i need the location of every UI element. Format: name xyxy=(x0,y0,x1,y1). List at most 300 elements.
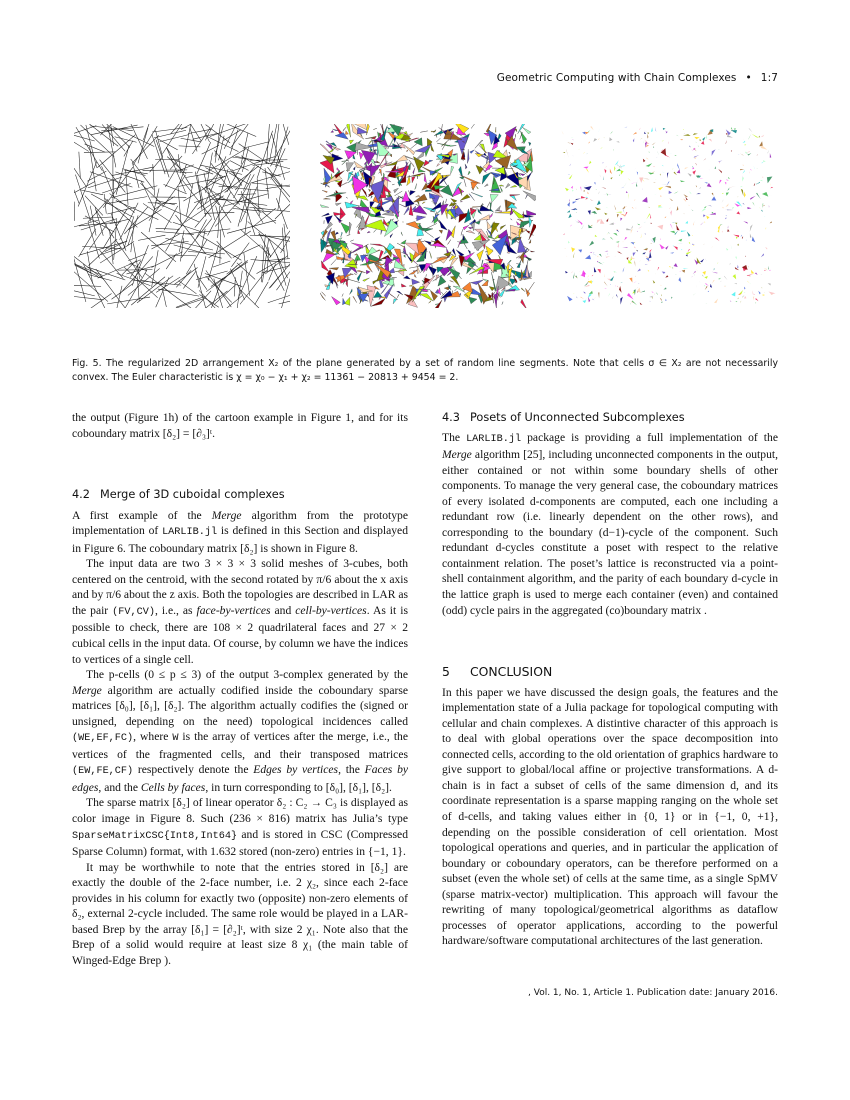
shrunk-cell xyxy=(692,276,693,277)
cell xyxy=(457,242,459,243)
line-segment xyxy=(143,203,171,222)
shrunk-cell xyxy=(569,199,570,202)
shrunk-cells-icon xyxy=(560,124,776,308)
cell xyxy=(464,179,466,187)
colored-cells-icon xyxy=(320,124,536,308)
cell xyxy=(348,247,362,255)
shrunk-cell xyxy=(718,229,720,232)
line-segment xyxy=(132,280,181,285)
shrunk-cell xyxy=(633,252,636,256)
shrunk-cell xyxy=(755,299,759,302)
shrunk-cell xyxy=(579,270,581,272)
shrunk-cell xyxy=(700,139,702,141)
cell xyxy=(494,293,497,308)
shrunk-cell xyxy=(683,214,684,215)
shrunk-cell xyxy=(687,231,691,236)
shrunk-cell xyxy=(751,134,759,138)
shrunk-cell xyxy=(743,221,748,224)
shrunk-cell xyxy=(706,216,709,220)
cell xyxy=(416,195,420,197)
shrunk-cell xyxy=(681,231,687,233)
cell xyxy=(495,211,513,213)
shrunk-cell xyxy=(583,167,588,169)
line-segment xyxy=(238,256,257,299)
shrunk-cell xyxy=(704,285,705,287)
shrunk-cell xyxy=(665,246,668,250)
cell xyxy=(320,292,326,300)
shrunk-cell xyxy=(579,149,581,150)
shrunk-cell xyxy=(617,165,619,166)
line-segment xyxy=(110,124,114,146)
line-segment xyxy=(269,238,288,278)
line-segment xyxy=(138,235,165,240)
cell xyxy=(420,131,428,133)
line-segment xyxy=(100,160,126,193)
shrunk-cell xyxy=(766,228,767,230)
shrunk-cell xyxy=(589,291,593,294)
line-segment xyxy=(279,300,290,304)
cell xyxy=(414,274,416,277)
cell xyxy=(368,140,372,144)
shrunk-cell xyxy=(762,205,765,207)
cell xyxy=(328,186,330,187)
cell xyxy=(464,243,467,249)
page-footer: , Vol. 1, No. 1, Article 1. Publication date: January 2016. xyxy=(528,988,778,998)
shrunk-cell xyxy=(756,193,760,199)
cell xyxy=(332,297,341,305)
shrunk-cell xyxy=(684,133,685,134)
shrunk-cell xyxy=(689,146,691,148)
shrunk-cell xyxy=(735,301,737,302)
intro-paragraph: the output (Figure 1h) of the cartoon example in Figure 1, and for its coboundary matrix [δ₂] = [∂₃]ᵗ. xyxy=(72,411,408,440)
shrunk-cell xyxy=(631,257,636,259)
shrunk-cell xyxy=(612,296,614,299)
shrunk-cell xyxy=(764,270,766,271)
shrunk-cell xyxy=(643,252,646,254)
shrunk-cell xyxy=(597,269,600,273)
paragraph-entries-note: It may be worthwhile to note that the entries stored in [δ₂] are exactly the double of the 2-face number, i.e. 2 χ₂, since each 2-face provides in his column for exactly two (opposite) non-zero elements of δ₂, external 2-cycle included. The same role would be played in a LAR-based Brep by the array [δ₁] = [∂₂]ᵗ, with size 2 χ₁. Note also that the Brep of a solid would require at least size 8 χ₁ (the main table of Winged-Edge Brep ). xyxy=(72,860,408,967)
shrunk-cell xyxy=(712,280,715,284)
shrunk-cell xyxy=(724,286,726,287)
line-segment xyxy=(276,127,288,167)
shrunk-cell xyxy=(616,141,620,142)
cell xyxy=(462,282,472,292)
shrunk-cell xyxy=(669,198,673,201)
shrunk-cell xyxy=(620,213,626,216)
shrunk-cell xyxy=(581,185,587,187)
shrunk-cell xyxy=(742,177,744,181)
line-segment xyxy=(268,292,290,302)
shrunk-cell xyxy=(741,235,743,237)
shrunk-cell xyxy=(737,265,738,269)
shrunk-cell xyxy=(688,205,690,206)
line-segment xyxy=(206,153,213,193)
shrunk-cell xyxy=(617,286,618,287)
cell xyxy=(488,236,495,239)
shrunk-cell xyxy=(613,233,617,236)
shrunk-cell xyxy=(744,296,746,299)
shrunk-cell xyxy=(621,170,624,174)
shrunk-cell xyxy=(643,248,648,250)
cell xyxy=(459,166,463,178)
cell xyxy=(461,149,465,150)
shrunk-cell xyxy=(722,193,724,194)
shrunk-cell xyxy=(620,297,623,305)
shrunk-cell xyxy=(750,233,752,237)
line-segment xyxy=(269,124,278,162)
cell xyxy=(416,204,419,205)
shrunk-cell xyxy=(637,231,638,232)
shrunk-cell xyxy=(569,174,573,179)
shrunk-cell xyxy=(639,177,643,183)
line-segment xyxy=(262,266,290,273)
shrunk-cell xyxy=(768,150,769,154)
shrunk-cell xyxy=(598,262,603,264)
cell xyxy=(499,185,504,186)
cell xyxy=(515,129,517,132)
shrunk-cell xyxy=(563,152,566,153)
cell xyxy=(321,261,329,272)
cell xyxy=(460,175,481,184)
shrunk-cell xyxy=(632,296,633,297)
header-bullet: • xyxy=(745,72,752,84)
shrunk-cell xyxy=(750,224,753,231)
cell xyxy=(394,188,399,193)
shrunk-cell xyxy=(705,286,708,290)
shrunk-cell xyxy=(747,153,751,155)
line-segment xyxy=(243,142,268,148)
shrunk-cell xyxy=(699,281,701,283)
cell xyxy=(430,243,446,248)
cell xyxy=(479,215,490,221)
shrunk-cell xyxy=(631,242,634,245)
paragraph-posets: The LARLIB.jl package is providing a full implementation of the Merge algorithm [25], including unconnected components in the output, either contained or not within some boundary shells of other components. To manage the very general case, the coboundary matrices of every isolated d-components are computed, each one including a redundant row (i.e. linearly dependent on the other rows), and corresponding to the boundary (d−1)-cycle of the component. Such redundant d-cycles constitute a poset with respect to the relative containment relation. The poset’s lattice is reconstructed via a point-shell containment algorithm, and the parity of each boundary d-cycle in the lattice graph is used to merge each container (even) and contained (odd) cycle pairs in the aggregated (co)boundary matrix . xyxy=(442,430,778,617)
cell xyxy=(530,251,534,252)
shrunk-cell xyxy=(593,299,595,301)
shrunk-cell xyxy=(642,179,650,180)
cell xyxy=(517,219,523,222)
cell xyxy=(353,297,357,303)
shrunk-cell xyxy=(598,191,600,194)
shrunk-cell xyxy=(568,241,570,244)
shrunk-cell xyxy=(763,160,766,162)
line-segment xyxy=(74,259,98,276)
shrunk-cell xyxy=(670,231,675,233)
cell xyxy=(518,124,528,134)
shrunk-cell xyxy=(661,148,667,155)
cell xyxy=(441,292,443,295)
shrunk-cell xyxy=(606,207,609,208)
page-number: 1:7 xyxy=(760,72,778,84)
shrunk-cell xyxy=(593,298,596,299)
shrunk-cell xyxy=(568,214,571,219)
shrunk-cell xyxy=(693,245,695,246)
cell xyxy=(469,297,478,304)
shrunk-cell xyxy=(608,294,610,297)
shrunk-cell xyxy=(701,141,705,145)
shrunk-cell xyxy=(722,231,723,233)
line-segment xyxy=(122,261,136,275)
shrunk-cell xyxy=(636,207,637,208)
paragraph-p-cells: The p-cells (0 ≤ p ≤ 3) of the output 3-complex generated by the Merge algorithm are actually codified inside the coboundary sparse matrices [δ₀], [δ₁], [δ₂]. The algorithm actually codifies the (signed or unsigned, depending on the need) topological incidences called (WE,EF,FC), where W is the array of vertices after the merge, i.e., the vertices of the fragmented cells, and their transposed matrices (EW,FE,CF) respectively denote the Edges by vertices, the Faces by edges, and the Cells by faces, in turn corresponding to [δ₀], [δ₁], [δ₂]. xyxy=(72,668,409,794)
line-segment xyxy=(181,124,197,129)
shrunk-cell xyxy=(728,177,730,179)
line-segment xyxy=(197,220,207,238)
line-segment xyxy=(152,250,159,287)
cell xyxy=(466,231,475,234)
shrunk-cell xyxy=(750,283,751,284)
shrunk-cell xyxy=(600,174,601,177)
cell xyxy=(510,219,512,220)
line-segment xyxy=(186,183,193,216)
shrunk-cell xyxy=(665,186,672,188)
cell xyxy=(429,301,431,304)
line-segment xyxy=(133,163,139,188)
shrunk-cell xyxy=(588,225,592,229)
shrunk-cell xyxy=(698,145,699,147)
cell xyxy=(500,187,502,193)
shrunk-cell xyxy=(662,165,664,166)
shrunk-cell xyxy=(770,187,773,188)
cell xyxy=(451,226,456,238)
shrunk-cell xyxy=(770,153,772,158)
shrunk-cell xyxy=(614,271,617,272)
line-segment xyxy=(163,184,186,193)
shrunk-cell xyxy=(565,248,566,249)
cell xyxy=(435,289,438,293)
cell xyxy=(483,153,486,156)
line-segment xyxy=(235,156,260,161)
line-segment xyxy=(186,173,209,177)
cell xyxy=(424,160,430,166)
shrunk-cell xyxy=(726,203,729,207)
shrunk-cell xyxy=(722,199,724,203)
cell xyxy=(412,177,415,183)
line-segment xyxy=(272,179,290,213)
shrunk-cell xyxy=(769,292,776,295)
line-segment xyxy=(238,194,256,195)
shrunk-cell xyxy=(646,213,650,219)
cell xyxy=(341,232,343,237)
shrunk-cell xyxy=(598,138,600,140)
cell xyxy=(511,208,525,218)
section-title: Merge of 3D cuboidal complexes xyxy=(100,488,285,502)
shrunk-cell xyxy=(740,186,743,187)
shrunk-cell xyxy=(740,153,744,155)
line-segment xyxy=(224,130,241,141)
line-segment xyxy=(115,137,137,142)
shrunk-cell xyxy=(644,130,647,132)
shrunk-cell xyxy=(586,154,588,155)
shrunk-cell xyxy=(617,252,622,255)
shrunk-cell xyxy=(634,246,636,248)
shrunk-cell xyxy=(633,132,637,135)
shrunk-cell xyxy=(692,235,693,236)
cell xyxy=(460,194,470,200)
shrunk-cell xyxy=(609,137,612,141)
shrunk-cell xyxy=(636,250,638,252)
shrunk-cell xyxy=(588,210,591,215)
cell xyxy=(350,289,353,295)
shrunk-cell xyxy=(620,164,622,169)
line-segment xyxy=(281,124,289,145)
cell xyxy=(364,220,386,232)
shrunk-cell xyxy=(640,138,642,139)
shrunk-cell xyxy=(725,182,727,185)
shrunk-cell xyxy=(757,168,758,169)
cell xyxy=(322,190,327,192)
line-segment xyxy=(227,262,243,274)
shrunk-cell xyxy=(748,134,751,140)
cell xyxy=(394,138,397,143)
cell xyxy=(392,184,395,185)
shrunk-cell xyxy=(670,224,673,230)
shrunk-cell xyxy=(614,166,615,171)
shrunk-cell xyxy=(675,223,677,225)
cell xyxy=(322,292,326,296)
cell xyxy=(320,205,329,208)
shrunk-cell xyxy=(683,194,688,197)
shrunk-cell xyxy=(574,275,577,278)
cell xyxy=(390,234,393,238)
line-segment xyxy=(165,238,213,250)
cell xyxy=(522,127,531,134)
line-segment xyxy=(156,228,180,229)
shrunk-cell xyxy=(726,215,727,216)
shrunk-cell xyxy=(626,228,633,230)
shrunk-cell xyxy=(657,157,658,158)
shrunk-cell xyxy=(646,163,653,167)
shrunk-cell xyxy=(704,244,705,245)
line-segment xyxy=(89,224,107,249)
shrunk-cell xyxy=(576,212,577,213)
cell xyxy=(370,244,384,247)
cell xyxy=(439,230,443,233)
line-segment xyxy=(156,231,194,234)
shrunk-cell xyxy=(674,191,679,194)
shrunk-cell xyxy=(719,180,722,184)
shrunk-cell xyxy=(701,208,705,212)
cell xyxy=(404,206,409,215)
shrunk-cell xyxy=(726,192,729,195)
cell xyxy=(471,124,475,129)
colored-cell-arrangement-panel xyxy=(320,124,536,308)
shrunk-cell xyxy=(746,151,750,153)
running-title: Geometric Computing with Chain Complexes xyxy=(496,72,737,84)
shrunk-cell xyxy=(694,137,699,139)
shrunk-cell xyxy=(624,127,627,128)
shrunk-cell xyxy=(640,291,645,293)
shrunk-cell xyxy=(646,144,648,147)
left-column xyxy=(72,410,408,969)
shrunk-cell xyxy=(653,280,655,284)
cell xyxy=(422,202,425,204)
cell xyxy=(487,221,491,229)
shrunk-cell xyxy=(633,138,635,142)
shrunk-cell xyxy=(758,291,760,295)
shrunk-cell xyxy=(647,134,648,139)
shrunk-cell xyxy=(763,294,766,295)
section-4-2-heading xyxy=(72,487,408,503)
shrunk-cell xyxy=(621,187,624,189)
shrunk-cell xyxy=(573,252,574,258)
shrunk-cell xyxy=(648,172,654,174)
shrunk-cell xyxy=(632,301,637,306)
shrunk-cell xyxy=(619,175,620,176)
cell xyxy=(506,183,511,188)
cell xyxy=(413,194,427,202)
cell xyxy=(378,250,384,263)
shrunk-cell xyxy=(567,210,570,212)
cell xyxy=(447,240,450,245)
line-segment-arrangement-icon xyxy=(74,124,290,308)
shrunk-cell xyxy=(610,276,614,281)
shrunk-cell xyxy=(760,180,763,181)
shrunk-cell xyxy=(736,237,738,239)
shrunk-cell xyxy=(586,169,589,173)
shrunk-cell xyxy=(620,218,622,221)
shrunk-cell xyxy=(669,266,672,267)
shrunk-cell xyxy=(590,252,593,253)
shrunk-cell xyxy=(636,182,637,183)
shrunk-cell xyxy=(755,273,758,275)
shrunk-cell xyxy=(742,170,745,174)
shrunk-cell xyxy=(595,207,601,210)
shrunk-cell xyxy=(731,292,735,297)
shrunk-cell xyxy=(637,291,638,292)
cell xyxy=(342,161,348,162)
cell xyxy=(460,201,462,202)
shrunk-cell xyxy=(648,207,650,208)
line-segment xyxy=(270,127,290,166)
shrunk-cell xyxy=(747,274,753,276)
shrunk-cell xyxy=(604,138,605,139)
shrunk-cell xyxy=(735,257,736,260)
cell xyxy=(353,167,355,171)
shrunk-cell xyxy=(650,214,651,219)
cell xyxy=(367,231,370,233)
shrunk-cell xyxy=(610,237,613,240)
shrunk-cell xyxy=(595,235,597,237)
shrunk-cell xyxy=(567,296,573,301)
shrunk-cell xyxy=(589,161,591,164)
cell xyxy=(415,184,417,190)
cell xyxy=(482,280,488,286)
cell xyxy=(408,190,410,194)
shrunk-cell xyxy=(624,237,627,240)
shrunk-cell xyxy=(691,209,693,210)
cell xyxy=(521,299,528,308)
shrunk-cell xyxy=(742,236,743,238)
cell xyxy=(369,189,371,192)
cell xyxy=(529,142,531,146)
line-segment xyxy=(74,183,79,203)
shrunk-cell xyxy=(714,269,715,271)
shrunk-cell xyxy=(660,238,661,240)
shrunk-cell xyxy=(753,296,754,300)
shrunk-cell xyxy=(761,210,763,212)
line-segment xyxy=(116,240,142,278)
shrunk-cell xyxy=(692,170,696,174)
line-segment xyxy=(79,152,80,179)
shrunk-cell xyxy=(610,169,612,175)
cell xyxy=(476,165,484,174)
cell xyxy=(444,297,447,302)
cell xyxy=(413,168,415,175)
shrunk-cell xyxy=(639,128,641,130)
cell xyxy=(404,255,406,258)
cell xyxy=(495,206,500,211)
